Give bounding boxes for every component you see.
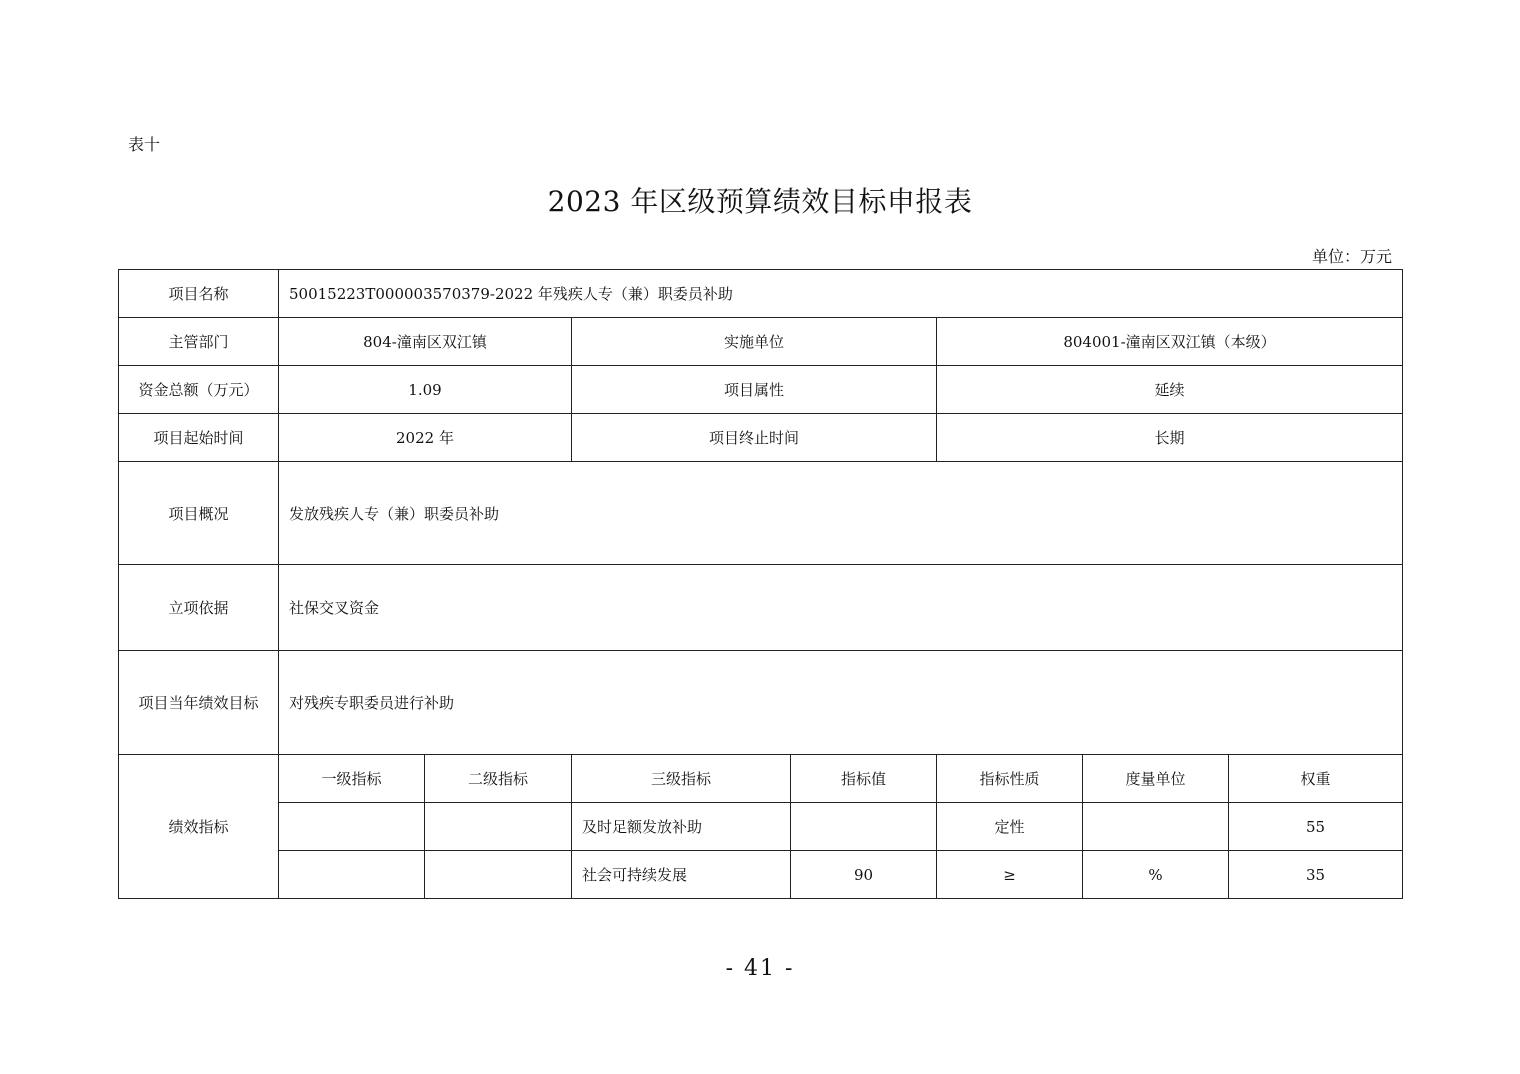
column-header: 度量单位	[1083, 755, 1229, 803]
project-attribute-value: 延续	[937, 366, 1403, 414]
start-time-label: 项目起始时间	[119, 414, 279, 462]
row-basis	[119, 565, 1403, 651]
end-time-label: 项目终止时间	[572, 414, 937, 462]
indicator-cell	[279, 803, 425, 851]
goal-value: 对残疾专职委员进行补助	[279, 651, 1403, 755]
column-header: 三级指标	[572, 755, 791, 803]
fund-total-label: 资金总额（万元）	[119, 366, 279, 414]
column-header: 指标值	[791, 755, 937, 803]
unit-label: 单位：万元	[1311, 247, 1392, 266]
indicator-row	[119, 851, 1403, 899]
indicator-cell	[279, 851, 425, 899]
indicator-cell: 35	[1229, 851, 1403, 899]
row-overview	[119, 462, 1403, 565]
row-goal	[119, 651, 1403, 755]
department-label: 主管部门	[119, 318, 279, 366]
row-department	[119, 318, 1403, 366]
row-project-name	[119, 270, 1403, 318]
goal-label: 项目当年绩效目标	[119, 651, 279, 755]
indicator-cell: 定性	[937, 803, 1083, 851]
overview-value: 发放残疾人专（兼）职委员补助	[279, 462, 1403, 565]
start-time-value: 2022 年	[279, 414, 572, 462]
indicator-cell: %	[1083, 851, 1229, 899]
department-value: 804-潼南区双江镇	[279, 318, 572, 366]
indicator-cell: 55	[1229, 803, 1403, 851]
indicator-cell	[425, 851, 572, 899]
end-time-value: 长期	[937, 414, 1403, 462]
row-period	[119, 414, 1403, 462]
indicator-header-row	[119, 755, 1403, 803]
indicators-section-label: 绩效指标	[119, 755, 279, 899]
project-attribute-label: 项目属性	[572, 366, 937, 414]
indicator-cell: 社会可持续发展	[572, 851, 791, 899]
indicator-cell	[1083, 803, 1229, 851]
row-fund	[119, 366, 1403, 414]
table-label: 表十	[128, 135, 161, 154]
indicator-cell	[791, 803, 937, 851]
indicator-cell: ≥	[937, 851, 1083, 899]
column-header: 一级指标	[279, 755, 425, 803]
implementing-unit-value: 804001-潼南区双江镇（本级）	[937, 318, 1403, 366]
basis-label: 立项依据	[119, 565, 279, 651]
indicator-cell: 及时足额发放补助	[572, 803, 791, 851]
indicator-cell	[425, 803, 572, 851]
budget-performance-table	[118, 269, 1403, 899]
fund-total-value: 1.09	[279, 366, 572, 414]
indicator-row	[119, 803, 1403, 851]
indicator-cell: 90	[791, 851, 937, 899]
page-title: 2023 年区级预算绩效目标申报表	[547, 185, 973, 218]
overview-label: 项目概况	[119, 462, 279, 565]
implementing-unit-label: 实施单位	[572, 318, 937, 366]
page-number: - 41 -	[725, 956, 795, 981]
project-name-value: 50015223T000003570379-2022 年残疾人专（兼）职委员补助	[279, 270, 1403, 318]
column-header: 指标性质	[937, 755, 1083, 803]
project-name-label: 项目名称	[119, 270, 279, 318]
basis-value: 社保交叉资金	[279, 565, 1403, 651]
column-header: 权重	[1229, 755, 1403, 803]
column-header: 二级指标	[425, 755, 572, 803]
